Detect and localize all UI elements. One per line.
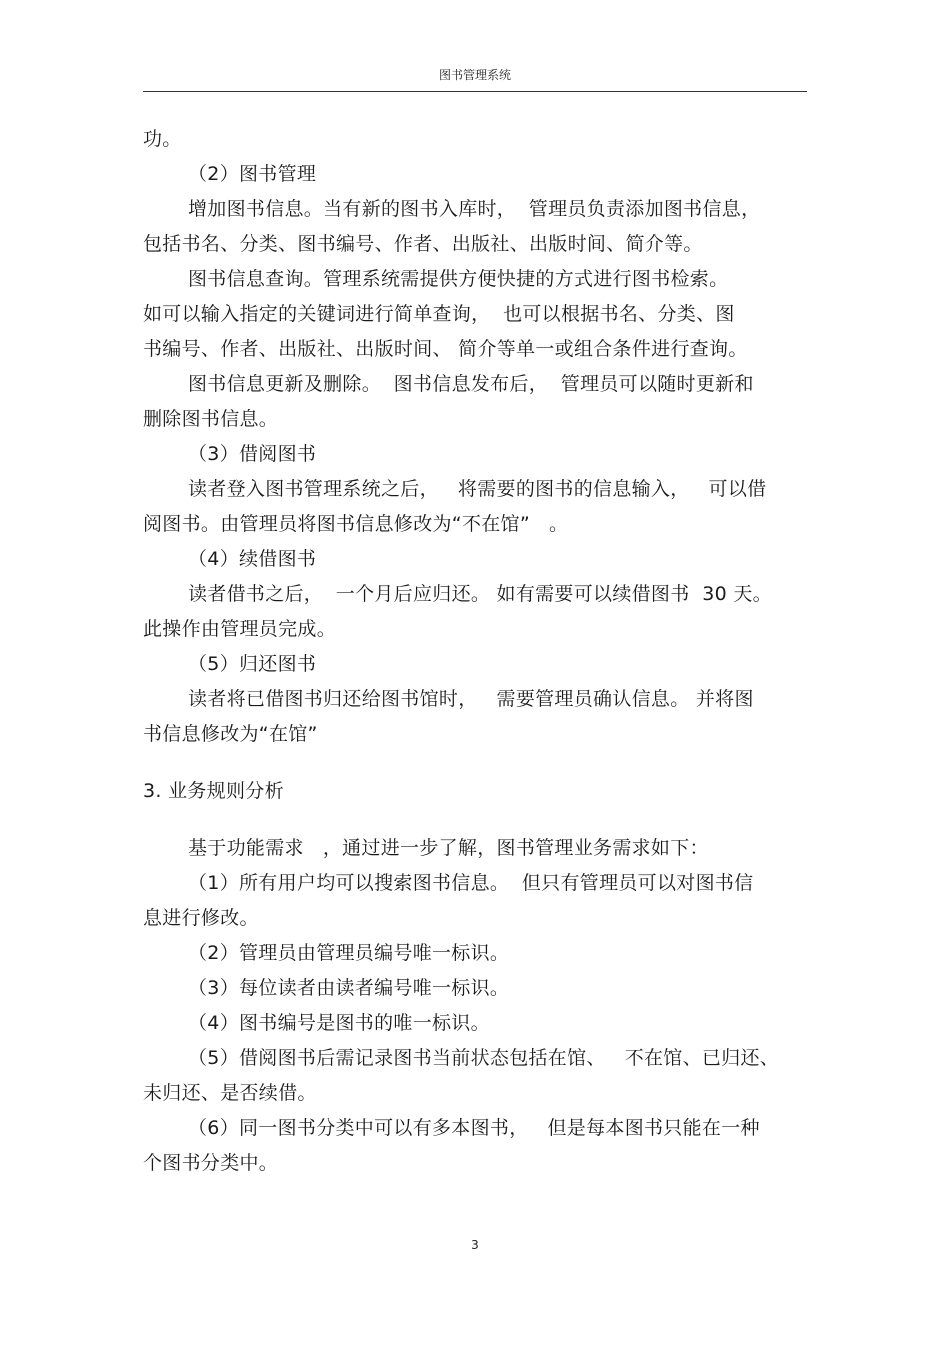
text-line: 未归还、是否续借。 [143, 1082, 317, 1104]
page-number: 3 [471, 1238, 479, 1252]
text-line: （6）同一图书分类中可以有多本图书， 但是每本图书只能在一种 [188, 1117, 760, 1139]
text-line: 阅图书。由管理员将图书信息修改为“不在馆” 。 [143, 513, 569, 535]
section-heading: 3. 业务规则分析 [143, 780, 284, 802]
text-line: 基于功能需求 ，通过进一步了解，图书管理业务需求如下： [188, 837, 709, 859]
text-line: （2）管理员由管理员编号唯一标识。 [188, 942, 510, 964]
text-line: 图书信息更新及删除。 图书信息发布后， 管理员可以随时更新和 [188, 373, 754, 395]
running-header: 图书管理系统 [438, 68, 511, 82]
text-line: 书信息修改为“在馆” [143, 723, 318, 745]
text-line: 包括书名、分类、图书编号、作者、出版社、出版时间、简介等。 [143, 233, 703, 255]
text-line: 功。 [143, 128, 182, 150]
text-line: 个图书分类中。 [143, 1152, 279, 1174]
text-line: 息进行修改。 [143, 907, 259, 929]
text-line: 如可以输入指定的关键词进行简单查询， 也可以根据书名、分类、图 [143, 303, 735, 325]
text-line: （5）借阅图书后需记录图书当前状态包括在馆、 不在馆、已归还、 [188, 1047, 780, 1069]
text-line: （4）图书编号是图书的唯一标识。 [188, 1012, 490, 1034]
text-line: 读者登入图书管理系统之后， 将需要的图书的信息输入， 可以借 [188, 478, 767, 500]
text-line: 图书信息查询。管理系统需提供方便快捷的方式进行图书检索。 [188, 268, 729, 290]
text-line: （3）每位读者由读者编号唯一标识。 [188, 977, 510, 999]
text-line: （2）图书管理 [188, 163, 317, 185]
text-line: 书编号、作者、出版社、出版时间、 简介等单一或组合条件进行查询。 [143, 338, 748, 360]
text-line: （5）归还图书 [188, 653, 317, 675]
text-line: （3）借阅图书 [188, 443, 317, 465]
text-line: （4）续借图书 [188, 548, 317, 570]
text-line: 读者将已借图书归还给图书馆时， 需要管理员确认信息。 并将图 [188, 688, 754, 710]
text-line: 读者借书之后， 一个月后应归还。 如有需要可以续借图书 30 天。 [188, 583, 772, 605]
text-line: 增加图书信息。当有新的图书入库时， 管理员负责添加图书信息， [188, 198, 761, 220]
text-line: 删除图书信息。 [143, 408, 279, 430]
text-line: 此操作由管理员完成。 [143, 618, 337, 640]
text-line: （1）所有用户均可以搜索图书信息。 但只有管理员可以对图书信 [188, 872, 754, 894]
header-rule [143, 91, 807, 92]
